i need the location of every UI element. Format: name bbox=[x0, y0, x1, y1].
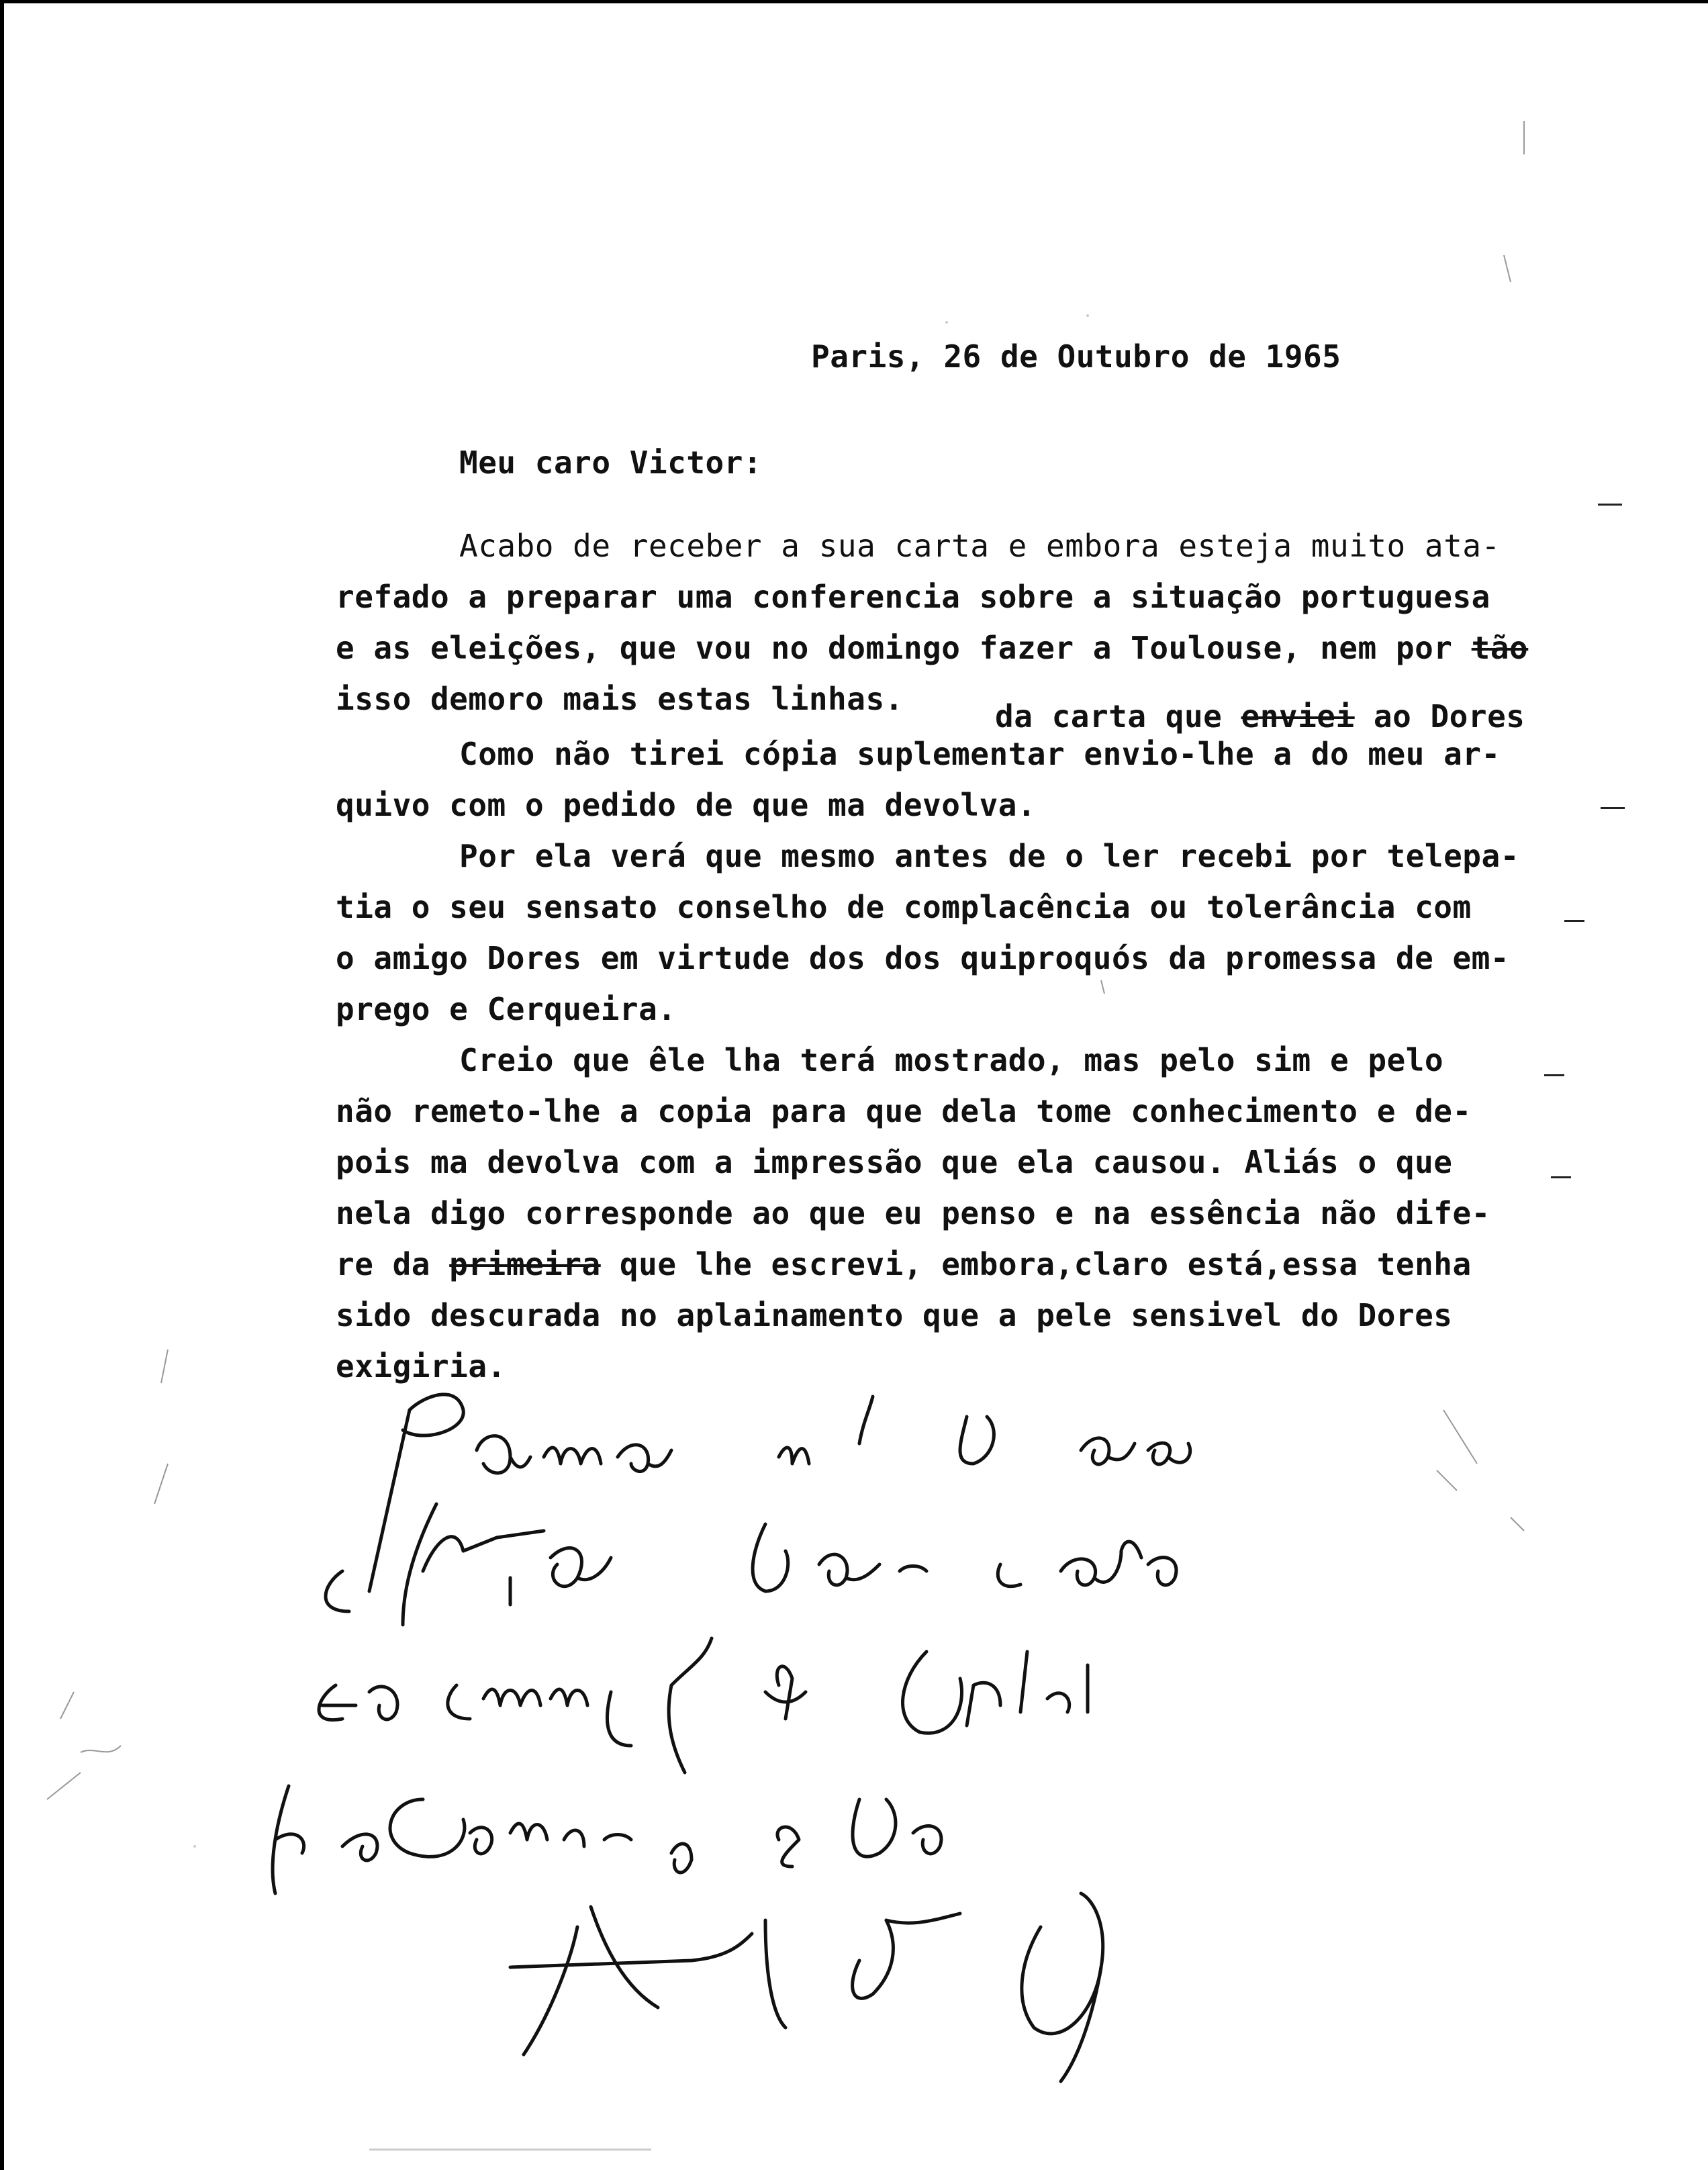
margin-dash bbox=[1544, 1074, 1564, 1076]
paragraph-4-line-2: não remeto-lhe a copia para que dela tome conhecimento e de- bbox=[336, 1093, 1472, 1129]
paragraph-1-line-3 bbox=[336, 630, 1529, 666]
line-5-struck-word: primeira bbox=[449, 1246, 601, 1282]
paragraph-2-line-2: quivo com o pedido de que ma devolva. bbox=[336, 787, 1037, 823]
paragraph-1-line-3-text: e as eleições, que vou no domingo fazer a Toulouse, nem por bbox=[336, 630, 1472, 666]
margin-dash bbox=[1598, 504, 1622, 506]
insertion-before: da carta que bbox=[995, 698, 1241, 735]
margin-dash bbox=[1564, 920, 1584, 922]
margin-dash bbox=[1551, 1176, 1571, 1178]
insertion-after: ao Dores bbox=[1354, 698, 1525, 735]
paragraph-3-line-2: tia o seu sensato conselho de complacência ou tolerância com bbox=[336, 889, 1472, 925]
interlinear-insertion bbox=[995, 698, 1525, 735]
paragraph-4-line-4: nela digo corresponde ao que eu penso e na essência não dife- bbox=[336, 1195, 1490, 1231]
paragraph-1-line-4: isso demoro mais estas linhas. bbox=[336, 681, 904, 717]
salutation: Meu caro Victor: bbox=[459, 444, 763, 481]
paragraph-1-line-2: refado a preparar uma conferencia sobre a situação portuguesa bbox=[336, 579, 1490, 615]
paragraph-4-line-1: Creio que êle lha terá mostrado, mas pelo sim e pelo bbox=[459, 1042, 1444, 1078]
margin-dash bbox=[1601, 807, 1625, 809]
paragraph-3-line-3: o amigo Dores em virtude dos dos quiproquós da promessa de em- bbox=[336, 940, 1510, 976]
line-5-after: que lhe escrevi, embora,claro está,essa tenha bbox=[600, 1246, 1472, 1282]
paragraph-4-line-3: pois ma devolva com a impressão que ela causou. Aliás o que bbox=[336, 1144, 1453, 1180]
date-line: Paris, 26 de Outubro de 1965 bbox=[811, 338, 1341, 375]
paragraph-2-line-1: Como não tirei cópia suplementar envio-lhe a do meu ar- bbox=[459, 736, 1501, 772]
struck-word: tão bbox=[1471, 630, 1529, 666]
paragraph-4-line-6: sido descurada no aplainamento que a pele sensivel do Dores bbox=[336, 1297, 1453, 1333]
paragraph-1-line-1: Acabo de receber a sua carta e embora esteja muito ata- bbox=[459, 528, 1501, 564]
line-5-before: re da bbox=[336, 1246, 450, 1282]
paragraph-4-line-7: exigiria. bbox=[336, 1348, 506, 1384]
paragraph-4-line-5 bbox=[336, 1246, 1472, 1282]
scan-border-left bbox=[0, 0, 4, 2170]
insertion-struck-word: enviei bbox=[1241, 698, 1355, 735]
handwritten-note-and-signature bbox=[255, 1370, 1598, 2122]
paragraph-3-line-1: Por ela verá que mesmo antes de o ler recebi por telepa- bbox=[459, 838, 1519, 874]
paragraph-3-line-4: prego e Cerqueira. bbox=[336, 991, 677, 1027]
scan-border-top bbox=[0, 0, 1708, 3]
